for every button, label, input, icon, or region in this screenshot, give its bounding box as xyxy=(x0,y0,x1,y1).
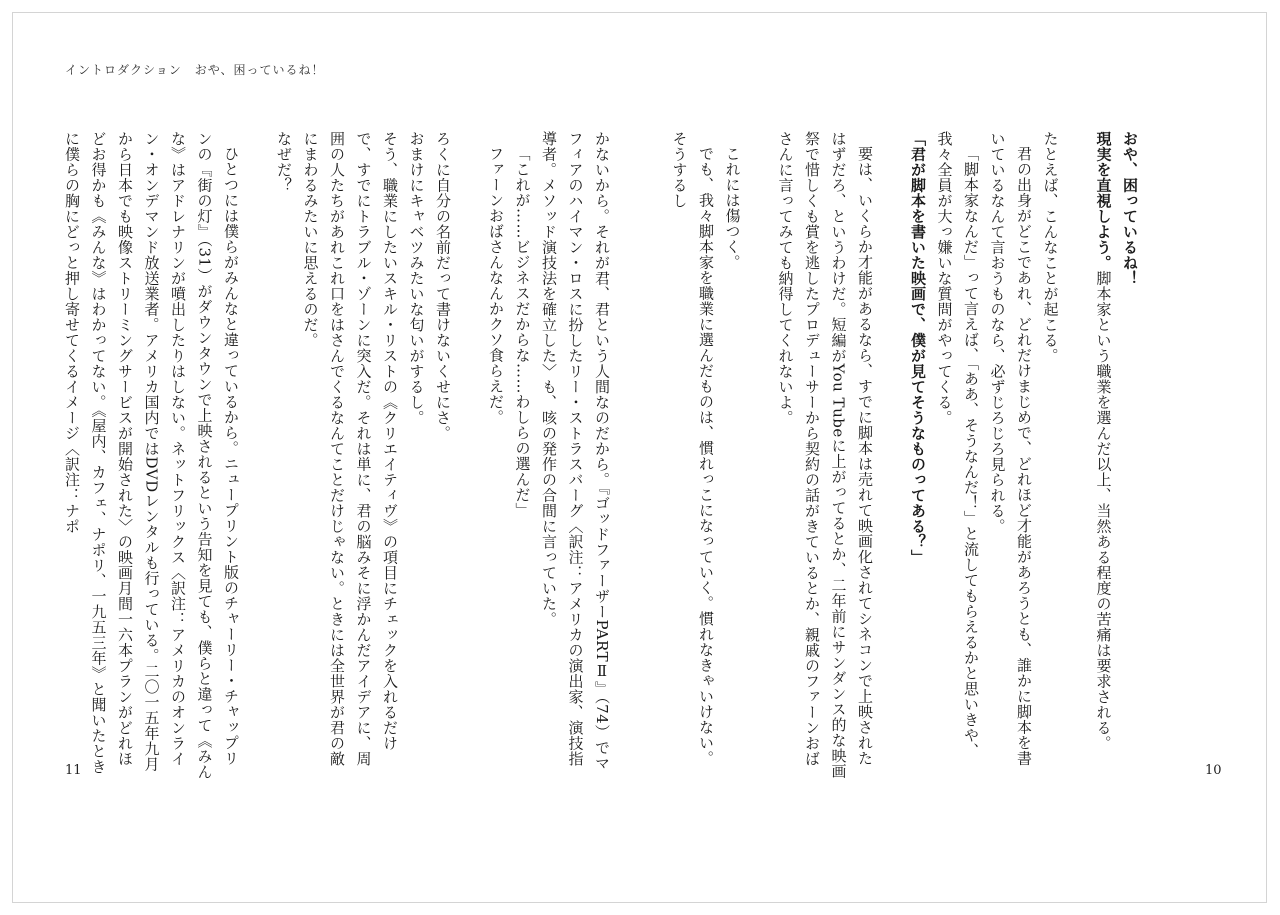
right-page-text xyxy=(670,131,1143,781)
paragraph: そう、職業にしたいスキル・リストの《クリエイティヴ》の項目にチェックを入れるだけで、すでにトラブル・ゾーンに突入だ。それは単に、君の脳みそに浮かんだアイデアに、周囲の人たちがあれこれ口をはさんでくるなんてことだけじゃない。ときには全世界が君の敵にまわるみたいに思えるのだ。 xyxy=(301,131,399,767)
paragraph: なぜだ？ xyxy=(275,131,293,193)
quote: 「これが……ビジネスだからな……わしらの選んだ」 xyxy=(513,146,532,518)
bold-lead: 現実を直視しよう。 xyxy=(1094,131,1113,271)
paragraph: かないから。それが君、君という人間なのだから。『ゴッドファーザーPARTⅡ』（74）でマフィアのハイマン・ロスに扮したリー・ストラスバーグ〈訳注：アメリカの演出家、演技指導者。メソッド演技法を確立した〉も、咳の発作の合間に言っていた。 xyxy=(540,131,611,771)
paragraph-reality xyxy=(1090,131,1117,781)
paragraph: おまけにキャベツみたいな匂いがするし。 xyxy=(407,131,426,426)
paragraph: ひとつには僕らがみんなと違っているから。ニュープリント版のチャーリー・チャップリンの『街の灯』（31）がダウンタウンで上映されるという告知を見ても、僕らと違って《みんな》はアドレナリンが噴出したりはしない。ネットフリックス〈訳注：アメリカのオンライン・オンデマンド放送業者。アメリカ国内ではDVDレンタルも行っている。二〇一五年九月から日本でも映像ストリーミングサービスが開始された〉の映画月間一六本プランがどれほどお得かも《みんな》はわかってない。《屋内、カフェ、ナポリ、一九五三年》と聞いたときに僕らの胸にどっと押し寄せてくるイメージ〈訳注：ナポ xyxy=(63,131,240,780)
paragraph: ろくに自分の名前だって書けないくせにさ。 xyxy=(434,131,452,441)
paragraph: これには傷つく。 xyxy=(723,146,742,270)
page-number-right: 10 xyxy=(1205,763,1222,778)
paragraph: たとえば、こんなことが起こる。 xyxy=(1041,131,1060,364)
book-spread xyxy=(12,12,1267,903)
page-number-left: 11 xyxy=(65,763,82,778)
paragraph: ファーンおばさんなんかクソ食らえだ。 xyxy=(487,146,505,425)
running-head: イントロダクション おや、困っているね！ xyxy=(65,63,325,77)
paragraph: 要は、いくらか才能があるなら、すでに脚本は売れて映画化されてシネコンで上映されたはずだろ、というわけだ。短編がYou Tubeに上がってるとか、二年前にサンダンス的な映画祭で惜しくも賞を逃したプロデューサーから契約の話がきているとか、親戚のファーンおばさんに言ってみても納得してくれないよ。 xyxy=(776,131,874,779)
paragraph-text: 脚本家という職業を選んだ以上、当然ある程度の苦痛は要求される。 xyxy=(1094,270,1113,751)
question-heading: 「君が脚本を書いた映画で、僕が見てそうなものってある？」 xyxy=(909,131,927,565)
paragraph: でも、我々脚本家を職業に選んだものは、慣れっこになっていく。慣れなきゃいけない。そうするし xyxy=(670,131,715,766)
paragraph: 君の出身がどこであれ、どれだけまじめで、どれほど才能があろうとも、誰かに脚本を書いているなんて言おうものなら、必ずじろじろ見られる。 xyxy=(988,131,1033,766)
paragraph: 「脚本家なんだ」って言えば、「ああ、そうなんだ！」と流してもらえるかと思いきや、我々全員が大っ嫌いな質問がやってくる。 xyxy=(935,131,980,759)
section-heading: おや、困っているね！ xyxy=(1121,131,1139,286)
